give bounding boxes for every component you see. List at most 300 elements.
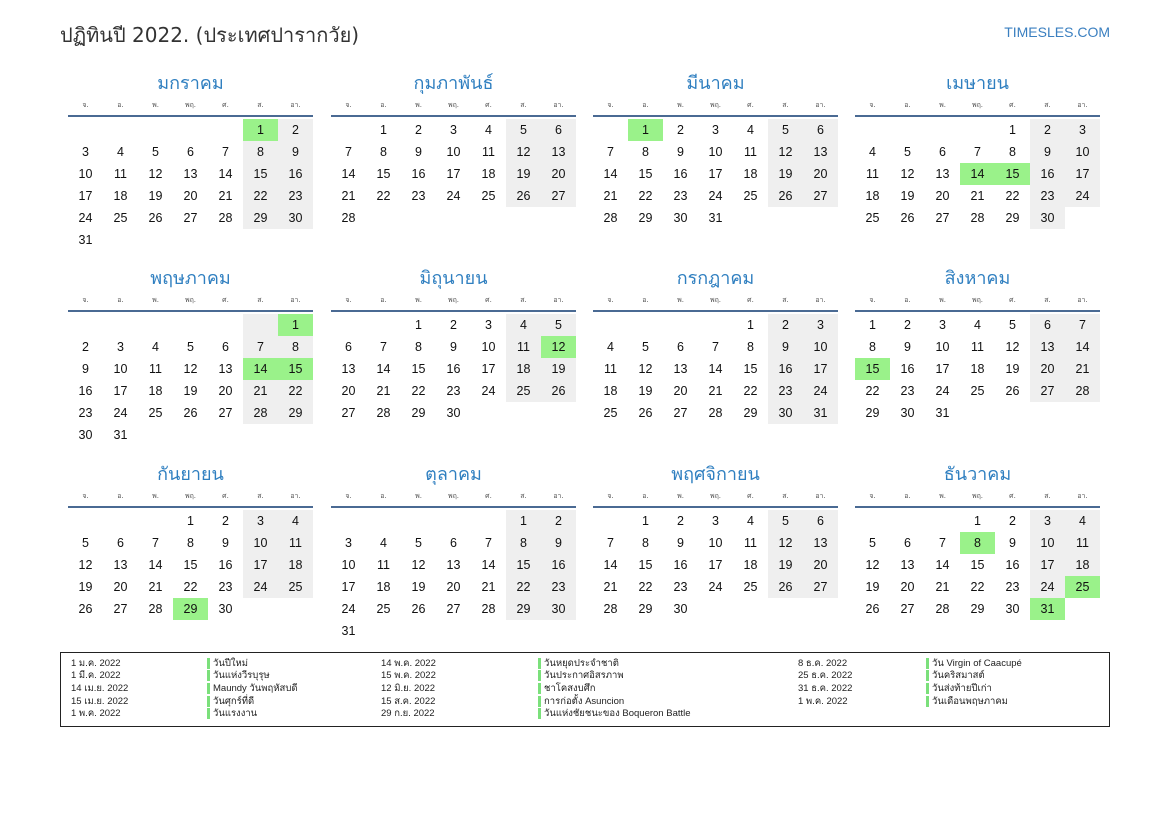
day-cell: 30 <box>1005 602 1020 616</box>
day-cell: 19 <box>865 580 880 594</box>
day-cell: 15 <box>183 558 198 572</box>
month-name: พฤศจิกายน <box>671 464 760 485</box>
day-cell: 8 <box>1009 145 1016 159</box>
weekday-label: ส. <box>520 100 527 109</box>
day-cell: 1 <box>187 514 194 528</box>
day-cell: 18 <box>278 554 313 576</box>
weekday-label: ศ. <box>222 295 229 304</box>
weekday-label: พฤ. <box>184 491 197 500</box>
month-block <box>68 265 313 446</box>
empty-cell <box>401 620 436 642</box>
day-cell: 1 <box>974 514 981 528</box>
day-cell: 23 <box>1005 580 1020 594</box>
weekday-header <box>855 98 1100 112</box>
day-cell: 24 <box>446 189 461 203</box>
day-cell: 23 <box>768 380 803 402</box>
day-cell: 27 <box>900 602 915 616</box>
day-cell: 13 <box>541 141 576 163</box>
day-cell: 7 <box>222 145 229 159</box>
day-cell: 14 <box>603 167 618 181</box>
empty-cell <box>593 119 628 141</box>
day-cell: 23 <box>1030 185 1065 207</box>
day-cell: 11 <box>1065 532 1100 554</box>
weekday-label: อ. <box>904 100 911 109</box>
day-cell: 19 <box>78 580 93 594</box>
day-cell: 19 <box>638 384 653 398</box>
day-cell: 15 <box>855 358 890 380</box>
holiday-name: วันศุกร์ที่ดี <box>207 696 254 707</box>
day-cell: 1 <box>380 123 387 137</box>
day-cell: 2 <box>278 119 313 141</box>
weekday-label: พฤ. <box>709 295 722 304</box>
weekday-header <box>331 98 576 112</box>
day-cell: 11 <box>604 362 617 376</box>
day-cell: 25 <box>506 380 541 402</box>
day-cell: 5 <box>768 119 803 141</box>
weekday-label: พฤ. <box>447 295 460 304</box>
empty-cell <box>436 620 471 642</box>
day-cell: 21 <box>243 380 278 402</box>
day-cell: 25 <box>970 384 985 398</box>
day-cell: 6 <box>1030 314 1065 336</box>
day-cell: 21 <box>481 580 496 594</box>
day-cell: 9 <box>1030 141 1065 163</box>
day-cell: 22 <box>638 189 653 203</box>
day-cell: 9 <box>904 340 911 354</box>
weekday-label: ศ. <box>485 491 492 500</box>
day-cell: 29 <box>970 602 985 616</box>
weekday-label: จ. <box>345 100 352 109</box>
holiday-list <box>60 652 1110 727</box>
day-cell: 27 <box>446 602 461 616</box>
weekday-label: อ. <box>117 491 124 500</box>
weekday-header <box>68 293 313 307</box>
day-cell: 12 <box>900 167 915 181</box>
weekday-label: พฤ. <box>971 295 984 304</box>
empty-cell <box>541 402 576 424</box>
day-cell: 19 <box>900 189 915 203</box>
day-cell: 27 <box>341 406 356 420</box>
day-cell: 6 <box>345 340 352 354</box>
day-cell: 11 <box>278 532 313 554</box>
weekday-label: พ. <box>415 295 422 304</box>
month-block <box>855 70 1100 229</box>
weekday-label: อา. <box>290 491 301 500</box>
weekday-label: พ. <box>677 295 684 304</box>
day-cell: 19 <box>148 189 163 203</box>
day-cell: 7 <box>380 340 387 354</box>
day-cell: 30 <box>673 602 688 616</box>
day-cell: 30 <box>78 428 93 442</box>
day-cell: 22 <box>183 580 198 594</box>
day-cell: 5 <box>541 314 576 336</box>
day-cell: 11 <box>506 336 541 358</box>
day-cell: 9 <box>677 536 684 550</box>
day-cell: 30 <box>218 602 233 616</box>
holiday-name: วัน Virgin of Caacupé <box>926 658 1022 669</box>
day-cell: 20 <box>1030 358 1065 380</box>
day-cell: 25 <box>113 211 128 225</box>
day-cell: 28 <box>970 211 985 225</box>
empty-cell <box>768 598 803 620</box>
day-cell: 4 <box>869 145 876 159</box>
month-block <box>68 70 313 251</box>
day-cell: 20 <box>803 554 838 576</box>
day-cell: 6 <box>803 510 838 532</box>
holiday-column <box>381 657 691 720</box>
holiday-name: การก่อตั้ง Asuncion <box>538 696 624 707</box>
month-name: กรกฎาคม <box>676 268 755 289</box>
day-cell: 1 <box>278 314 313 336</box>
day-cell: 20 <box>900 580 915 594</box>
month-block <box>331 70 576 229</box>
weekday-label: ศ. <box>1009 491 1016 500</box>
day-cell: 8 <box>506 532 541 554</box>
day-cell: 17 <box>1030 554 1065 576</box>
weekday-label: พ. <box>415 491 422 500</box>
weekday-label: จ. <box>345 295 352 304</box>
weekday-label: พฤ. <box>971 100 984 109</box>
day-cell: 19 <box>768 554 803 576</box>
day-cell: 2 <box>677 514 684 528</box>
day-grid <box>68 314 313 446</box>
day-cell: 31 <box>803 402 838 424</box>
empty-cell <box>331 510 366 532</box>
day-cell: 12 <box>768 532 803 554</box>
weekday-label: จ. <box>869 295 876 304</box>
day-cell: 14 <box>148 558 163 572</box>
holiday-row <box>798 695 1022 708</box>
day-cell: 1 <box>243 119 278 141</box>
day-cell: 23 <box>218 580 233 594</box>
weekday-label: ศ. <box>747 295 754 304</box>
day-cell: 23 <box>541 576 576 598</box>
day-cell: 21 <box>970 189 985 203</box>
day-cell: 30 <box>768 402 803 424</box>
day-cell: 29 <box>1005 211 1020 225</box>
day-cell: 16 <box>78 384 93 398</box>
weekday-label: อา. <box>553 100 564 109</box>
day-cell: 4 <box>506 314 541 336</box>
day-cell: 17 <box>708 167 723 181</box>
weekday-label: ส. <box>520 295 527 304</box>
holiday-row <box>381 707 691 720</box>
day-cell: 28 <box>376 406 391 420</box>
weekday-label: ส. <box>1044 295 1051 304</box>
empty-cell <box>890 510 925 532</box>
weekday-header <box>593 489 838 503</box>
empty-cell <box>925 510 960 532</box>
weekday-label: พฤ. <box>709 100 722 109</box>
day-cell: 14 <box>1065 336 1100 358</box>
day-cell: 13 <box>935 167 950 181</box>
empty-cell <box>68 119 103 141</box>
day-cell: 20 <box>541 163 576 185</box>
month-name: สิงหาคม <box>944 268 1011 289</box>
day-cell: 21 <box>603 189 618 203</box>
month-name: มกราคม <box>157 73 224 94</box>
day-cell: 30 <box>673 211 688 225</box>
day-cell: 13 <box>900 558 915 572</box>
day-cell: 12 <box>411 558 426 572</box>
weekday-label: จ. <box>345 491 352 500</box>
weekday-label: ศ. <box>485 295 492 304</box>
holiday-column <box>71 657 298 720</box>
empty-cell <box>138 229 173 251</box>
day-cell: 28 <box>218 211 233 225</box>
empty-cell <box>366 510 401 532</box>
day-cell: 23 <box>278 185 313 207</box>
header-rule <box>331 310 576 312</box>
day-cell: 23 <box>673 189 688 203</box>
day-cell: 13 <box>341 362 356 376</box>
month-block <box>855 265 1100 424</box>
day-cell: 22 <box>243 185 278 207</box>
day-cell: 7 <box>243 336 278 358</box>
day-cell: 27 <box>1030 380 1065 402</box>
day-cell: 3 <box>1030 510 1065 532</box>
day-cell: 20 <box>803 163 838 185</box>
empty-cell <box>173 424 208 446</box>
weekday-header <box>593 98 838 112</box>
day-cell: 10 <box>78 167 93 181</box>
day-cell: 7 <box>607 536 614 550</box>
day-cell: 24 <box>708 189 723 203</box>
day-cell: 5 <box>82 536 89 550</box>
day-cell: 25 <box>743 189 758 203</box>
day-cell: 29 <box>743 406 758 420</box>
day-cell: 5 <box>768 510 803 532</box>
day-cell: 20 <box>183 189 198 203</box>
day-cell: 18 <box>113 189 128 203</box>
day-grid <box>855 119 1100 229</box>
day-cell: 10 <box>803 336 838 358</box>
day-cell: 7 <box>485 536 492 550</box>
day-cell: 15 <box>376 167 391 181</box>
weekday-label: อ. <box>642 295 649 304</box>
day-cell: 17 <box>935 362 950 376</box>
day-cell: 8 <box>187 536 194 550</box>
month-name: เมษายน <box>946 73 1009 94</box>
empty-cell <box>208 119 243 141</box>
holiday-row <box>71 707 298 720</box>
day-cell: 19 <box>1005 362 1020 376</box>
empty-cell <box>278 229 313 251</box>
day-cell: 16 <box>768 358 803 380</box>
day-cell: 16 <box>673 167 688 181</box>
header-rule <box>68 115 313 117</box>
holiday-date: 31 ธ.ค. 2022 <box>798 682 853 694</box>
day-cell: 29 <box>865 406 880 420</box>
day-cell: 24 <box>78 211 93 225</box>
empty-cell <box>173 314 208 336</box>
day-cell: 17 <box>446 167 461 181</box>
day-cell: 30 <box>278 207 313 229</box>
empty-cell <box>243 314 278 336</box>
day-cell: 16 <box>278 163 313 185</box>
day-cell: 5 <box>187 340 194 354</box>
empty-cell <box>855 119 890 141</box>
weekday-header <box>68 98 313 112</box>
day-cell: 29 <box>638 602 653 616</box>
header-rule <box>855 115 1100 117</box>
weekday-label: ศ. <box>747 100 754 109</box>
day-cell: 8 <box>243 141 278 163</box>
day-cell: 19 <box>183 384 198 398</box>
day-cell: 17 <box>78 189 93 203</box>
empty-cell <box>471 402 506 424</box>
day-cell: 13 <box>673 362 688 376</box>
empty-cell <box>733 598 768 620</box>
day-cell: 28 <box>1065 380 1100 402</box>
empty-cell <box>173 119 208 141</box>
empty-cell <box>138 424 173 446</box>
empty-cell <box>768 207 803 229</box>
day-cell: 29 <box>278 402 313 424</box>
month-block <box>855 461 1100 620</box>
day-cell: 11 <box>744 536 757 550</box>
weekday-label: อ. <box>380 295 387 304</box>
day-cell: 3 <box>117 340 124 354</box>
weekday-label: อ. <box>117 295 124 304</box>
day-cell: 30 <box>541 598 576 620</box>
day-cell: 9 <box>768 336 803 358</box>
empty-cell <box>243 229 278 251</box>
day-cell: 22 <box>278 380 313 402</box>
day-cell: 22 <box>743 384 758 398</box>
day-cell: 17 <box>803 358 838 380</box>
day-cell: 13 <box>113 558 128 572</box>
day-cell: 12 <box>183 362 198 376</box>
day-cell: 20 <box>446 580 461 594</box>
day-cell: 17 <box>243 554 278 576</box>
empty-cell <box>243 424 278 446</box>
empty-cell <box>68 314 103 336</box>
day-cell: 1 <box>747 318 754 332</box>
day-cell: 3 <box>939 318 946 332</box>
empty-cell <box>541 207 576 229</box>
empty-cell <box>803 598 838 620</box>
day-cell: 26 <box>148 211 163 225</box>
day-cell: 22 <box>970 580 985 594</box>
day-cell: 30 <box>1030 207 1065 229</box>
day-cell: 3 <box>803 314 838 336</box>
day-cell: 6 <box>450 536 457 550</box>
weekday-label: อา. <box>815 491 826 500</box>
holiday-date: 14 พ.ค. 2022 <box>381 657 436 669</box>
day-grid <box>68 119 313 251</box>
day-cell: 9 <box>1009 536 1016 550</box>
holiday-name: วันส่งท้ายปีเก่า <box>926 683 992 694</box>
day-cell: 8 <box>960 532 995 554</box>
empty-cell <box>278 598 313 620</box>
day-cell: 22 <box>1005 189 1020 203</box>
weekday-label: พ. <box>939 295 946 304</box>
day-cell: 24 <box>341 602 356 616</box>
day-cell: 7 <box>939 536 946 550</box>
day-cell: 2 <box>768 314 803 336</box>
day-cell: 25 <box>376 602 391 616</box>
empty-cell <box>436 207 471 229</box>
day-cell: 12 <box>865 558 880 572</box>
header-rule <box>593 506 838 508</box>
empty-cell <box>855 510 890 532</box>
weekday-label: อา. <box>553 491 564 500</box>
day-cell: 27 <box>803 185 838 207</box>
day-cell: 3 <box>450 123 457 137</box>
weekday-label: จ. <box>607 295 614 304</box>
weekday-label: ศ. <box>222 491 229 500</box>
day-cell: 16 <box>1030 163 1065 185</box>
day-cell: 13 <box>1030 336 1065 358</box>
weekday-label: จ. <box>82 295 89 304</box>
day-cell: 31 <box>113 428 128 442</box>
empty-cell <box>471 620 506 642</box>
day-cell: 26 <box>506 185 541 207</box>
day-grid <box>331 510 576 642</box>
weekday-label: อา. <box>1077 100 1088 109</box>
empty-cell <box>103 119 138 141</box>
day-cell: 9 <box>677 145 684 159</box>
day-cell: 22 <box>865 384 880 398</box>
day-cell: 21 <box>218 189 233 203</box>
empty-cell <box>1030 402 1065 424</box>
day-cell: 24 <box>803 380 838 402</box>
day-cell: 28 <box>243 402 278 424</box>
day-cell: 18 <box>743 167 758 181</box>
day-cell: 10 <box>243 532 278 554</box>
weekday-label: อ. <box>904 491 911 500</box>
day-cell: 16 <box>411 167 426 181</box>
day-cell: 11 <box>971 340 984 354</box>
day-cell: 29 <box>173 598 208 620</box>
weekday-label: ศ. <box>1009 295 1016 304</box>
day-cell: 24 <box>481 384 496 398</box>
day-cell: 23 <box>446 384 461 398</box>
day-cell: 19 <box>411 580 426 594</box>
day-cell: 4 <box>380 536 387 550</box>
day-cell: 28 <box>481 602 496 616</box>
day-cell: 20 <box>935 189 950 203</box>
site-link[interactable]: TIMESLES.COM <box>1004 24 1110 40</box>
holiday-date: 1 พ.ค. 2022 <box>798 695 848 707</box>
weekday-label: พ. <box>152 100 159 109</box>
day-cell: 15 <box>743 362 758 376</box>
day-cell: 15 <box>506 554 541 576</box>
weekday-label: อา. <box>290 100 301 109</box>
empty-cell <box>401 207 436 229</box>
day-cell: 6 <box>541 119 576 141</box>
month-name: ธันวาคม <box>943 464 1012 485</box>
day-cell: 16 <box>446 362 461 376</box>
day-cell: 2 <box>450 318 457 332</box>
empty-cell <box>506 620 541 642</box>
day-cell: 4 <box>607 340 614 354</box>
day-cell: 25 <box>1065 576 1100 598</box>
day-cell: 5 <box>152 145 159 159</box>
day-cell: 17 <box>481 362 496 376</box>
day-cell: 4 <box>152 340 159 354</box>
day-cell: 29 <box>506 598 541 620</box>
day-cell: 15 <box>411 362 426 376</box>
weekday-label: พฤ. <box>184 295 197 304</box>
day-cell: 11 <box>744 145 757 159</box>
day-cell: 6 <box>117 536 124 550</box>
day-cell: 17 <box>1065 163 1100 185</box>
day-cell: 22 <box>376 189 391 203</box>
empty-cell <box>331 119 366 141</box>
holiday-name: วันประกาศอิสรภาพ <box>538 670 624 681</box>
